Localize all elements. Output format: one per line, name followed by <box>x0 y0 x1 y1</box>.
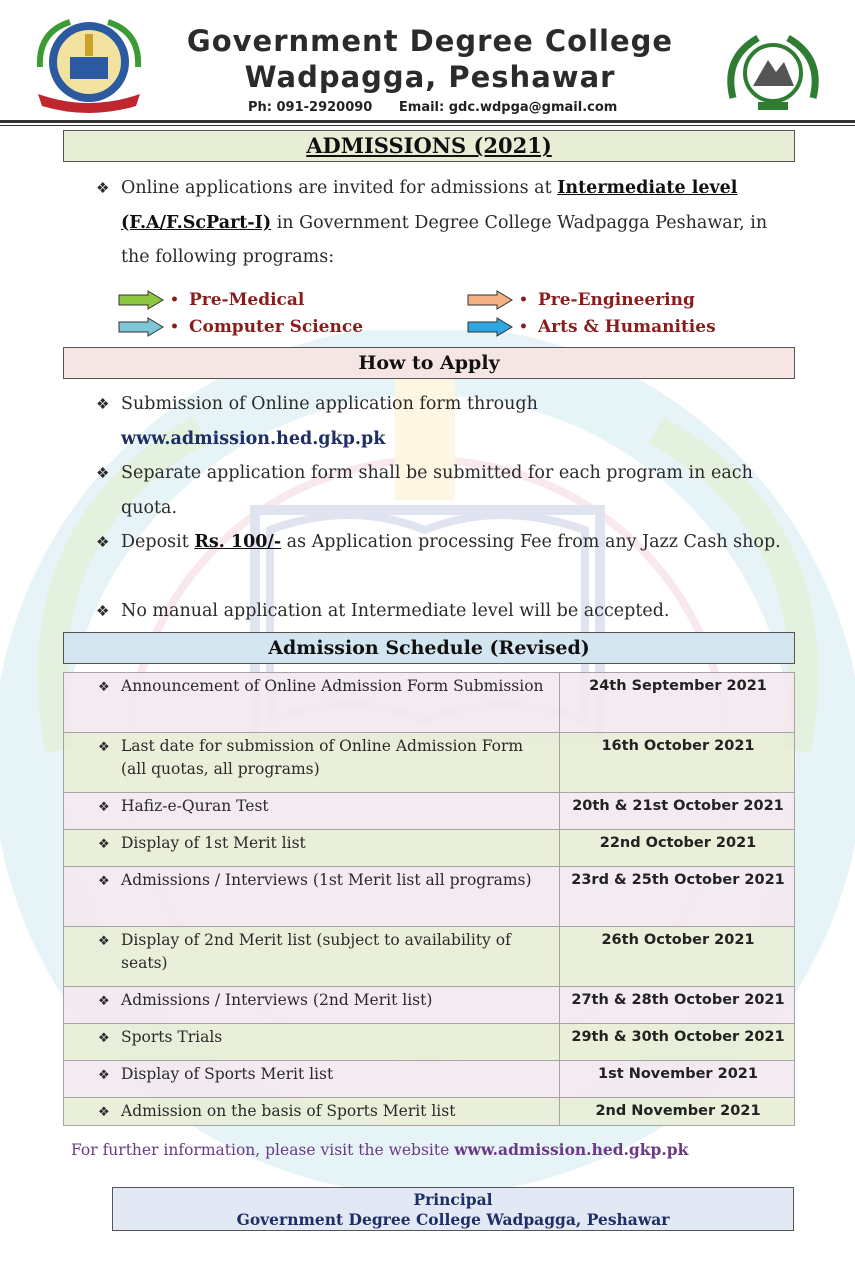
schedule-date: 2nd November 2021 <box>560 1098 795 1126</box>
intermediate-level: Intermediate level (F.A/F.ScPart-I) <box>121 178 738 233</box>
apply-item-no-manual: ❖ No manual application at Intermediate level will be accepted. <box>96 594 796 629</box>
schedule-row <box>64 1024 795 1061</box>
schedule-activity: ❖ Last date for submission of Online Admission Form (all quotas, all programs) <box>64 733 560 793</box>
principal-org: Government Degree College Wadpagga, Peshawar <box>236 1210 670 1229</box>
diamond-bullet-icon: ❖ <box>98 800 110 815</box>
diamond-bullet-icon: ❖ <box>96 533 110 551</box>
college-location: Wadpagga, Peshawar <box>244 60 616 94</box>
how-to-apply-bar <box>63 347 795 379</box>
schedule-activity: ❖ Display of 2nd Merit list (subject to availability of seats) <box>64 927 560 987</box>
program-pre-engineering: • Pre-Engineering <box>467 288 695 312</box>
schedule-row <box>64 867 795 927</box>
apply-item-separate-form: ❖ Separate application form shall be submitted for each program in each quota. <box>96 456 776 525</box>
diamond-bullet-icon: ❖ <box>98 934 110 949</box>
apply-item-online-form: ❖ Submission of Online application form through www.admission.hed.gkp.pk <box>96 387 796 456</box>
arrow-right-icon <box>467 290 513 310</box>
how-to-apply-title: How to Apply <box>358 352 500 374</box>
schedule-row <box>64 987 795 1024</box>
principal-signature-box <box>112 1187 794 1231</box>
diamond-bullet-icon: ❖ <box>96 602 110 620</box>
diamond-bullet-icon: ❖ <box>98 994 110 1009</box>
schedule-row <box>64 1098 795 1126</box>
diamond-bullet-icon: ❖ <box>96 179 110 197</box>
schedule-activity: ❖ Admissions / Interviews (1st Merit list all programs) <box>64 867 560 927</box>
arrow-shape <box>119 291 163 309</box>
arrow-shape <box>468 318 512 336</box>
header-rule <box>0 120 855 123</box>
diamond-bullet-icon: ❖ <box>96 395 110 413</box>
apply-item-fee: ❖ Deposit Rs. 100/- as Application processing Fee from any Jazz Cash shop. <box>96 525 796 560</box>
schedule-row <box>64 793 795 830</box>
fee-amount: Rs. 100/- <box>194 532 282 552</box>
letterhead <box>0 0 855 124</box>
arrow-right-icon <box>467 317 513 337</box>
admission-website-link[interactable]: www.admission.hed.gkp.pk <box>121 428 386 449</box>
diamond-bullet-icon: ❖ <box>98 1031 110 1046</box>
schedule-row <box>64 733 795 793</box>
arrow-shape <box>468 291 512 309</box>
diamond-bullet-icon: ❖ <box>96 464 110 482</box>
program-computer-science: • Computer Science <box>118 315 363 339</box>
diamond-bullet-icon: ❖ <box>98 837 110 852</box>
schedule-activity: ❖ Admission on the basis of Sports Merit list <box>64 1098 560 1126</box>
schedule-activity: ❖ Display of Sports Merit list <box>64 1061 560 1098</box>
schedule-row <box>64 673 795 733</box>
diamond-bullet-icon: ❖ <box>98 680 110 695</box>
schedule-activity: ❖ Display of 1st Merit list <box>64 830 560 867</box>
program-pre-medical: • Pre-Medical <box>118 288 304 312</box>
admissions-title: ADMISSIONS (2021) <box>306 133 552 158</box>
kp-government-logo <box>718 28 828 118</box>
schedule-row <box>64 1061 795 1098</box>
college-logo <box>30 12 148 114</box>
schedule-date: 27th & 28th October 2021 <box>560 987 795 1024</box>
diamond-bullet-icon: ❖ <box>98 1105 110 1120</box>
schedule-activity: ❖ Hafiz-e-Quran Test <box>64 793 560 830</box>
principal-title: Principal <box>413 1190 493 1209</box>
diamond-bullet-icon: ❖ <box>98 1068 110 1083</box>
diamond-bullet-icon: ❖ <box>98 740 110 755</box>
program-arts-humanities: • Arts & Humanities <box>467 315 716 339</box>
contact-line <box>248 100 639 115</box>
schedule-date: 26th October 2021 <box>560 927 795 987</box>
schedule-date: 23rd & 25th October 2021 <box>560 867 795 927</box>
further-info-note: For further information, please visit the website www.admission.hed.gkp.pk <box>71 1140 689 1159</box>
college-name: Government Degree College <box>186 24 674 58</box>
schedule-activity: ❖ Sports Trials <box>64 1024 560 1061</box>
schedule-date: 20th & 21st October 2021 <box>560 793 795 830</box>
schedule-title: Admission Schedule (Revised) <box>268 637 590 659</box>
schedule-activity: ❖ Announcement of Online Admission Form Submission <box>64 673 560 733</box>
schedule-title-bar <box>63 632 795 664</box>
schedule-row <box>64 830 795 867</box>
arrow-right-icon <box>118 317 164 337</box>
schedule-date: 29th & 30th October 2021 <box>560 1024 795 1061</box>
schedule-date: 24th September 2021 <box>560 673 795 733</box>
footer-website-link[interactable]: www.admission.hed.gkp.pk <box>454 1140 689 1159</box>
admissions-intro: ❖ Online applications are invited for admissions at Intermediate level (F.A/F.ScPart-I) in Government Degree College Wadpagga Peshawar, in the following programs: <box>96 171 796 275</box>
admissions-title-bar <box>63 130 795 162</box>
schedule-date: 1st November 2021 <box>560 1061 795 1098</box>
diamond-bullet-icon: ❖ <box>98 874 110 889</box>
schedule-date: 16th October 2021 <box>560 733 795 793</box>
schedule-row <box>64 927 795 987</box>
phone-number: Ph: 091-2920090 <box>248 100 373 115</box>
email-address: Email: gdc.wdpga@gmail.com <box>398 100 618 115</box>
arrow-right-icon <box>118 290 164 310</box>
header-rule-thin <box>0 125 855 126</box>
arrow-shape <box>119 318 163 336</box>
schedule-date: 22nd October 2021 <box>560 830 795 867</box>
schedule-table <box>63 672 795 1126</box>
schedule-activity: ❖ Admissions / Interviews (2nd Merit list) <box>64 987 560 1024</box>
